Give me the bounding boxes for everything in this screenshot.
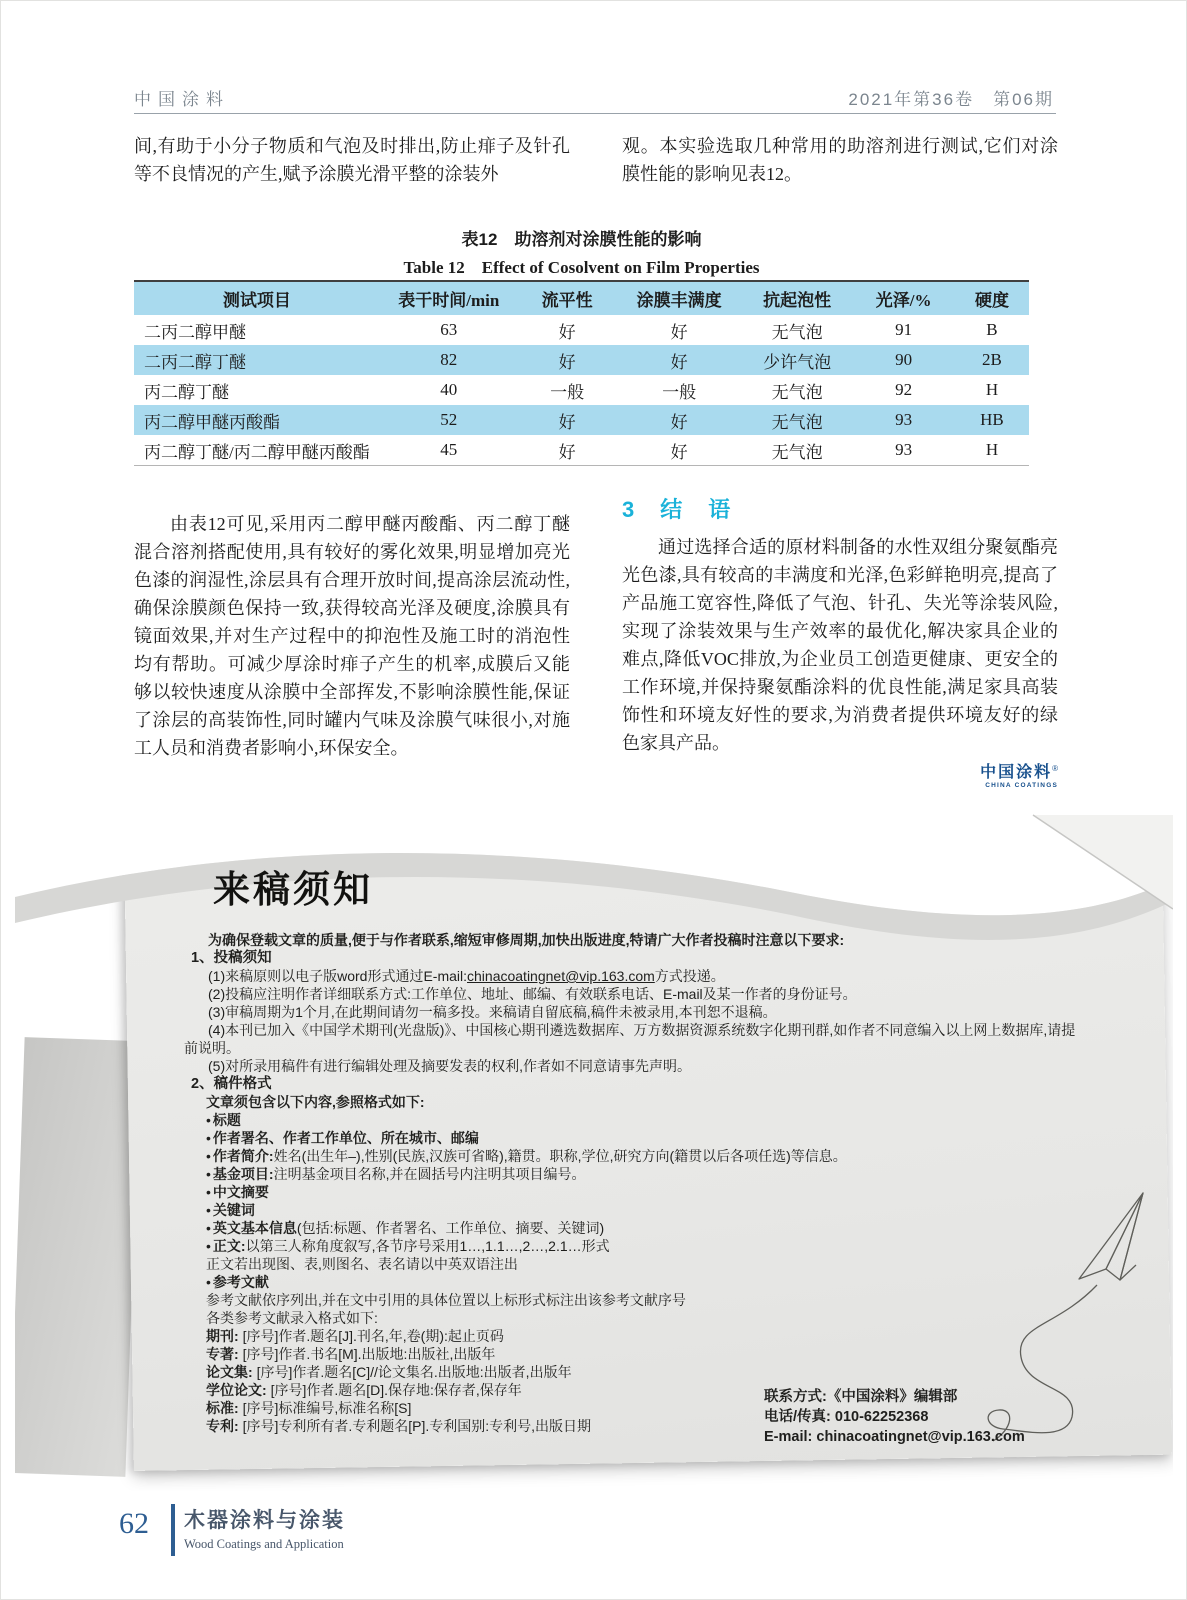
notice-title: 来稿须知 — [213, 869, 373, 910]
notice-item-2: (2)投稿应注明作者详细联系方式:工作单位、地址、邮编、有效联系电话、E-mail及某一作者的身份证号。 — [208, 986, 857, 1002]
table-cell: 40 — [440, 380, 458, 399]
table-header-cell: 抗起泡性 — [742, 281, 852, 315]
intro-columns — [134, 132, 1058, 188]
contact-line-1: 联系方式:《中国涂料》编辑部 — [764, 1389, 958, 1405]
reference-format: 专利: [序号]专利所有者.专利题名[P].专利国别:专利号,出版日期 — [206, 1418, 592, 1434]
intro-paragraph-right: 观。本实验选取几种常用的助溶剂进行测试,它们对涂膜性能的影响见表12。 — [622, 136, 1058, 184]
table-cell: 一般 — [662, 382, 697, 402]
table-row — [134, 345, 1029, 375]
table-header-cell: 流平性 — [518, 281, 616, 315]
table-row — [134, 375, 1029, 405]
table-cell: 好 — [616, 405, 742, 435]
table-cell: 好 — [616, 345, 742, 375]
format-bullet: • 基金项目:注明基金项目名称,并在圆括号内注明其项目编号。 — [206, 1165, 1084, 1183]
table-cell: 93 — [895, 440, 913, 459]
reference-format: 标准: [序号]标准编号,标准名称[S] — [206, 1400, 412, 1416]
format-bullet: • 标题 — [206, 1111, 1084, 1129]
footer-section-en: Wood Coatings and Application — [184, 1537, 344, 1551]
table-cell: 二丙二醇甲醚 — [144, 322, 246, 342]
china-coatings-logo — [622, 765, 1058, 790]
table-cell: 无气泡 — [771, 322, 823, 342]
table-header-cell: 涂膜丰满度 — [616, 281, 742, 315]
table-cell: 二丙二醇丁醚 — [134, 345, 380, 375]
notice-item-4: (4)本刊已加入《中国学术期刊(光盘版)》、中国核心期刊遴选数据库、万方数据资源系统数字化期刊群,如作者不同意编入以上网上数据库,请提前说明。 — [184, 1022, 1076, 1056]
conclusion-section — [622, 493, 1058, 790]
notice-section2-title: 2、稿件格式 — [191, 1076, 272, 1092]
logo-text-zh: 中国涂料 — [980, 764, 1053, 781]
format-bullet: • 中文摘要 — [206, 1183, 1084, 1201]
table-cell: 少许气泡 — [742, 345, 852, 375]
table-cell: 好 — [518, 405, 616, 435]
table-cell: 45 — [440, 440, 458, 459]
table-cell: H — [985, 380, 999, 399]
contact-info — [764, 1387, 1025, 1447]
footer-section — [184, 1504, 345, 1552]
contact-line-3: E-mail: chinacoatingnet@vip.163.com — [764, 1429, 1025, 1445]
conclusion-heading: 3 结 语 — [622, 497, 733, 522]
footer-divider — [171, 1504, 175, 1556]
notice-section2-intro: 文章须包含以下内容,参照格式如下: — [206, 1094, 425, 1110]
references-bullet: • 参考文献 — [206, 1273, 1084, 1291]
notice-item-1: (1)来稿原则以电子版word形式通过E-mail:chinacoatingnet@vip.163.com方式投递。 — [208, 968, 725, 984]
table-cell: 好 — [518, 345, 616, 375]
format-bullet: • 作者简介:姓名(出生年–),性别(民族,汉族可省略),籍贯。职称,学位,研究方向(籍贯以后各项任选)等信息。 — [206, 1147, 1084, 1165]
table-cell: 丙二醇丁醚/丙二醇甲醚丙酸酯 — [144, 442, 370, 462]
footer-page-number: 62 — [119, 1507, 149, 1540]
body-figure-note: 正文若出现图、表,则图名、表名请以中英双语注出 — [206, 1256, 518, 1272]
under-sheet-edge — [15, 1037, 141, 1477]
table-cell: 丙二醇丁醚 — [144, 382, 229, 402]
table-cell: HB — [955, 405, 1029, 435]
contact-line-2: 电话/传真: 010-62252368 — [764, 1409, 929, 1425]
format-bullet: • 英文基本信息(包括:标题、作者署名、工作单位、摘要、关键词) — [206, 1219, 1084, 1237]
table-caption-zh: 表12 助溶剂对涂膜性能的影响 — [461, 230, 702, 249]
film-properties-table — [134, 280, 1029, 466]
logo-text-en: CHINA COATINGS — [985, 782, 1058, 789]
table-cell: 无气泡 — [771, 442, 823, 462]
table-row — [134, 405, 1029, 435]
table-header-cell: 表干时间/min — [380, 281, 518, 315]
format-bullet: • 关键词 — [206, 1201, 1084, 1219]
table-row — [134, 315, 1029, 345]
table-cell: 2B — [955, 345, 1029, 375]
table-caption-en: Table 12 Effect of Cosolvent on Film Properties — [403, 258, 760, 277]
references-note-2: 各类参考文献录入格式如下: — [206, 1310, 378, 1326]
notice-item-3: (3)审稿周期为1个月,在此期间请勿一稿多投。来稿请自留底稿,稿件未被录用,本刊恕不退稿。 — [208, 1004, 777, 1020]
table-cell: 好 — [670, 442, 688, 462]
references-note-1: 参考文献依序列出,并在文中引用的具体位置以上标形式标注出该参考文献序号 — [206, 1292, 686, 1308]
header-journal-name: 中国涂料 — [134, 90, 230, 109]
table-header-cell: 测试项目 — [134, 281, 380, 315]
table-header-row — [134, 281, 1029, 315]
table-cell: 82 — [380, 345, 518, 375]
table-cell: 好 — [670, 322, 688, 342]
table-cell: 无气泡 — [742, 405, 852, 435]
notice-item-5: (5)对所录用稿件有进行编辑处理及摘要发表的权利,作者如不同意请事先声明。 — [208, 1058, 691, 1074]
table-row — [134, 435, 1029, 466]
table-header-cell: 硬度 — [955, 281, 1029, 315]
table-cell: 一般 — [550, 382, 585, 402]
table-cell: 93 — [852, 405, 955, 435]
discussion-paragraph: 由表12可见,采用丙二醇甲醚丙酸酯、丙二醇丁醚混合溶剂搭配使用,具有较好的雾化效果,明显增加亮光色漆的润湿性,涂层具有合理开放时间,提高涂层流动性,确保涂膜颜色保持一致,获得较高光泽及硬度,涂膜具有镜面效果,并对生产过程中的抑泡性及施工时的消泡性均有帮助。可减少厚涂时痱子产生的机率,成膜后又能够以较快速度从涂膜中全部挥发,不影响涂膜性能,保证了涂层的高装饰性,同时罐内气味及涂膜气味很小,对施工人员和消费者影响小,环保安全。 — [134, 514, 570, 758]
format-bullet: • 正文:以第三人称角度叙写,各节序号采用1…,1.1…,2…,2.1…形式 — [206, 1237, 1084, 1255]
conclusion-paragraph: 通过选择合适的原材料制备的水性双组分聚氨酯亮光色漆,具有较高的丰满度和光泽,色彩鲜艳明亮,提高了产品施工宽容性,降低了气泡、针孔、失光等涂装风险,实现了涂装效果与生产效率的最优化,解决家具企业的难点,降低VOC排放,为企业员工创造更健康、更安全的工作环境,并保持聚氨酯涂料的优良性能,满足家具高装饰性和环境友好性的要求,为消费者提供环境友好的绿色家具产品。 — [622, 537, 1058, 753]
table-cell: 90 — [852, 345, 955, 375]
registered-mark: ® — [1052, 764, 1058, 773]
table-cell: 92 — [895, 380, 913, 399]
email-address: chinacoatingnet@vip.163.com — [467, 968, 655, 984]
reference-format: 期刊: [序号]作者.题名[J].刊名,年,卷(期):起止页码 — [206, 1328, 504, 1344]
notice-section1-title: 1、投稿须知 — [191, 950, 272, 966]
footer-section-zh: 木器涂料与涂装 — [184, 1509, 345, 1532]
format-bullet: • 作者署名、作者工作单位、所在城市、邮编 — [206, 1129, 1084, 1147]
table-cell: 52 — [380, 405, 518, 435]
table-cell: 好 — [558, 322, 576, 342]
notice-intro: 为确保登载文章的质量,便于与作者联系,缩短审修周期,加快出版进度,特请广大作者投稿时注意以下要求: — [208, 932, 845, 948]
table-cell: 无气泡 — [771, 382, 823, 402]
notice-body — [184, 931, 1084, 1435]
table-cell: 丙二醇甲醚丙酸酯 — [134, 405, 380, 435]
table-cell: 63 — [440, 320, 458, 339]
table-cell: 91 — [895, 320, 913, 339]
intro-paragraph-left: 间,有助于小分子物质和气泡及时排出,防止痱子及针孔等不良情况的产生,赋予涂膜光滑平整的涂装外 — [134, 136, 570, 184]
header-rule — [134, 113, 1056, 114]
table-cell: H — [985, 440, 999, 459]
reference-format: 学位论文: [序号]作者.题名[D].保存地:保存者,保存年 — [206, 1382, 522, 1398]
reference-format: 专著: [序号]作者.书名[M].出版地:出版社,出版年 — [206, 1346, 496, 1362]
table-header-cell: 光泽/% — [852, 281, 955, 315]
table-cell: 好 — [558, 442, 576, 462]
header-issue-info: 2021年第36卷 第06期 — [848, 90, 1054, 109]
table-cell: B — [986, 320, 998, 339]
reference-format: 论文集: [序号]作者.题名[C]//论文集名.出版地:出版者,出版年 — [206, 1364, 572, 1380]
